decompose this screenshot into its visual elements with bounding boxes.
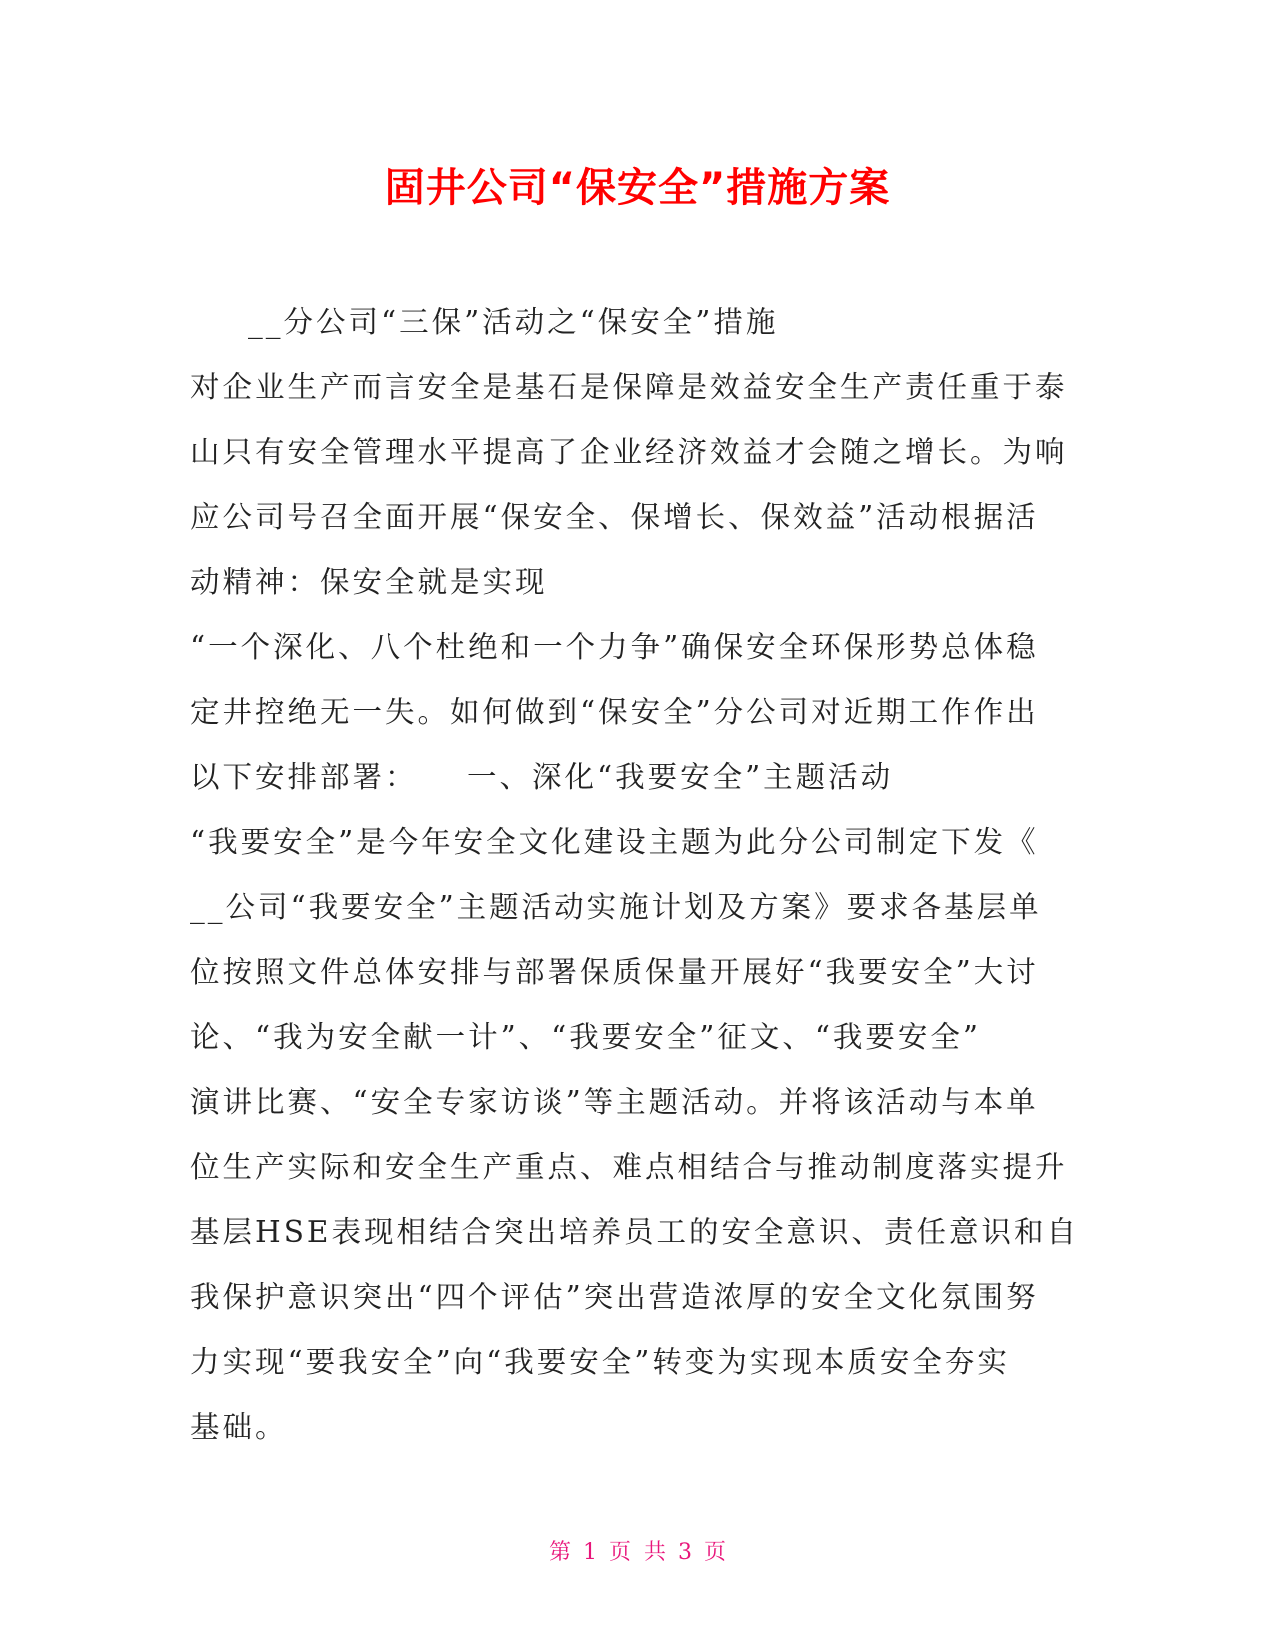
body-line: 定井控绝无一失。如何做到“保安全”分公司对近期工作作出 <box>190 695 1039 729</box>
footer-middle: 页 共 <box>609 1540 666 1565</box>
body-line: 演讲比赛、“安全专家访谈”等主题活动。并将该活动与本单 <box>190 1085 1039 1119</box>
body-line: __分公司“三保”活动之“保安全”措施 <box>248 305 779 339</box>
body-line: “我要安全”是今年安全文化建设主题为此分公司制定下发《 <box>190 825 1039 859</box>
footer-suffix: 页 <box>704 1540 727 1565</box>
body-line: 对企业生产而言安全是基石是保障是效益安全生产责任重于泰 <box>190 370 1068 404</box>
footer-current-page: 1 <box>583 1540 597 1565</box>
body-line: 基础。 <box>190 1410 288 1444</box>
body-line: 以下安排部署： 一、深化“我要安全”主题活动 <box>190 760 894 794</box>
body-line: “一个深化、八个杜绝和一个力争”确保安全环保形势总体稳 <box>190 630 1039 664</box>
body-line: 基层HSE表现相结合突出培养员工的安全意识、责任意识和自 <box>190 1215 1079 1249</box>
body-line: 应公司号召全面开展“保安全、保增长、保效益”活动根据活 <box>190 500 1039 534</box>
footer-prefix: 第 <box>548 1540 571 1565</box>
body-line: __公司“我要安全”主题活动实施计划及方案》要求各基层单 <box>190 890 1042 924</box>
body-line: 动精神：保安全就是实现 <box>190 565 548 599</box>
body-line: 力实现“要我安全”向“我要安全”转变为实现本质安全夯实 <box>190 1345 1010 1379</box>
body-line: 论、“我为安全献一计”、“我要安全”征文、“我要安全” <box>190 1020 981 1054</box>
body-line: 山只有安全管理水平提高了企业经济效益才会随之增长。为响 <box>190 435 1068 469</box>
body-line: 我保护意识突出“四个评估”突出营造浓厚的安全文化氛围努 <box>190 1280 1039 1314</box>
page-number-footer <box>0 1538 1275 1568</box>
document-title: 固井公司“保安全”措施方案 <box>384 165 891 211</box>
document-body <box>190 290 1090 1460</box>
footer-total-pages: 3 <box>678 1540 692 1565</box>
body-line: 位生产实际和安全生产重点、难点相结合与推动制度落实提升 <box>190 1150 1068 1184</box>
body-line: 位按照文件总体安排与部署保质保量开展好“我要安全”大讨 <box>190 955 1039 989</box>
